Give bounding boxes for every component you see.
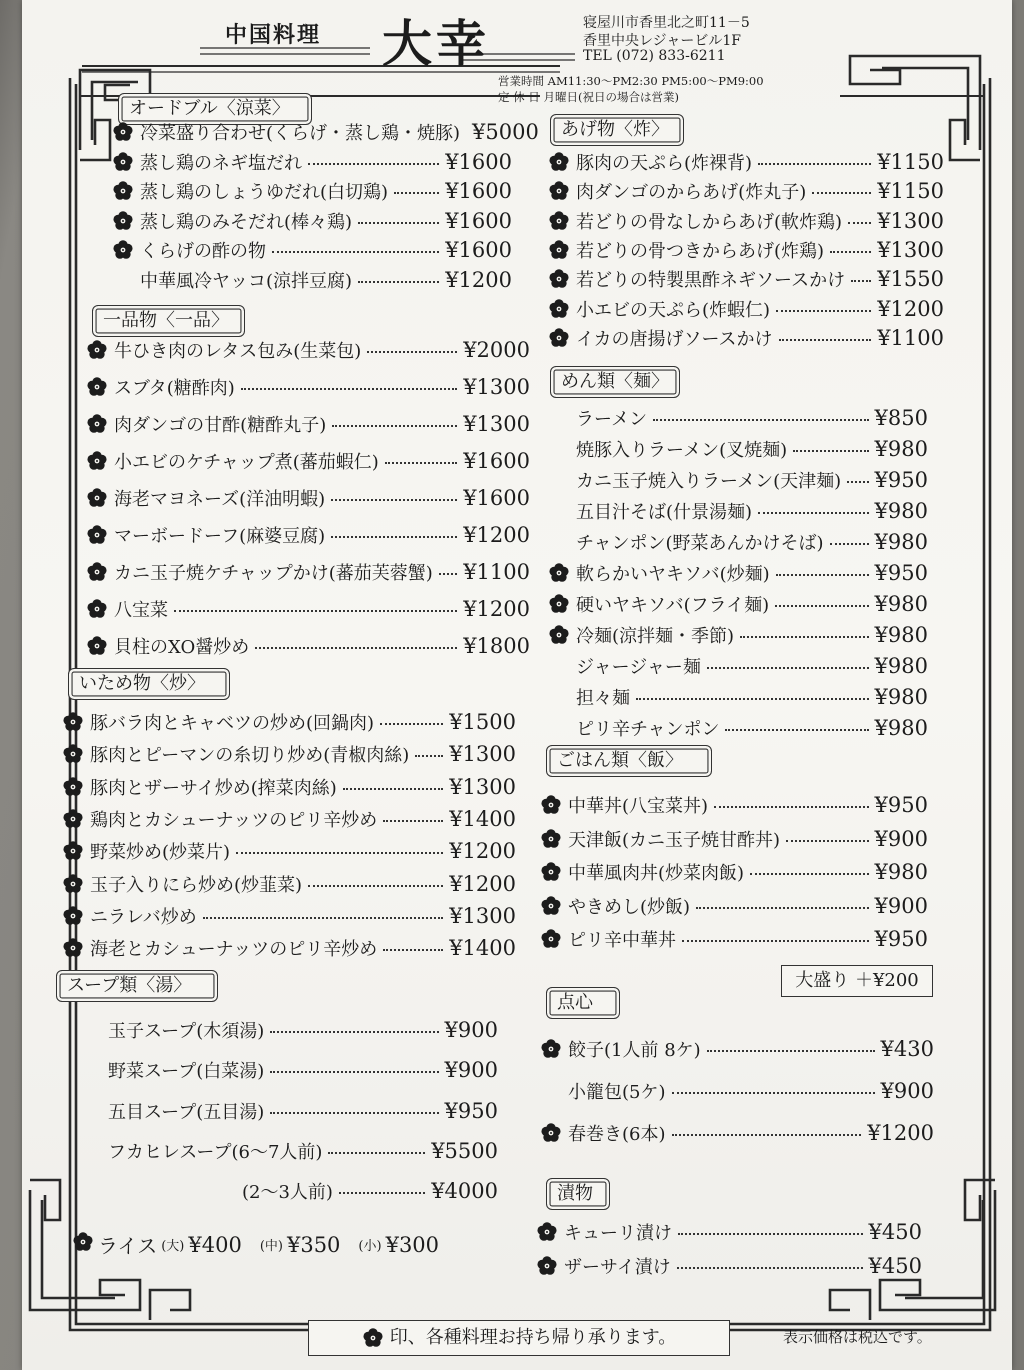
menu-item [112,147,512,177]
flower-icon [112,151,134,173]
menu-item [548,264,944,294]
item-price: ¥1200 [463,597,530,621]
flower-icon [548,562,570,584]
leader-dots [758,163,871,165]
menu-item [86,557,530,587]
item-name: 牛ひき肉のレタス包み(生菜包) [114,341,362,362]
item-name: やきめし(炒飯) [568,897,691,918]
item-name: フカヒレスープ(6〜7人前) [108,1142,323,1163]
item-name: 若どりの骨つきからあげ(炸鶏) [576,241,825,262]
item-name: 硬いヤキソバ(フライ麺) [576,595,770,616]
item-price: ¥1200 [449,839,516,863]
menu-item [80,1136,498,1166]
flower-icon [548,210,570,232]
item-name: 豚肉とピーマンの糸切り炒め(青椒肉絲) [90,745,410,766]
flower-icon [112,210,134,232]
item-name: 中華丼(八宝菜丼) [568,796,709,817]
item-name: 蒸し鶏のネギ塩だれ [140,153,302,174]
item-name: 豚バラ肉とキャベツの炒め(回鍋肉) [90,713,375,734]
menu-item [548,176,944,206]
menu-item [548,682,928,712]
item-price: ¥1400 [449,936,516,960]
item-price: ¥5500 [431,1139,498,1163]
item-name: チャンポン(野菜あんかけそば) [576,533,824,554]
flower-icon [548,151,570,173]
flower-icon [540,828,562,850]
item-price: ¥450 [868,1220,922,1244]
flower-icon [86,450,108,472]
item-name: 天津飯(カニ玉子焼甘酢丼) [568,830,781,851]
leader-dots [331,536,457,538]
item-price: ¥1800 [463,634,530,658]
item-name: ピリ辛中華丼 [568,930,676,951]
address-line-2: 香里中央レジャービル1F [583,33,741,49]
item-price: ¥1100 [463,560,530,584]
menu-item [86,409,530,439]
item-name: 担々麺 [576,688,630,709]
menu-item [548,206,944,236]
leader-dots [339,1192,425,1194]
section-title: スープ類〈湯〉 [56,970,218,1002]
flower-icon [540,895,562,917]
flower-icon [540,928,562,950]
flower-icon [540,1038,562,1060]
item-name: マーボードーフ(麻婆豆腐) [114,526,326,547]
menu-item [548,527,928,557]
item-name: 鶏肉とカシューナッツのピリ辛炒め [90,810,378,831]
section-title: 点心 [546,987,620,1019]
menu-item [62,707,516,737]
item-price: ¥980 [874,654,928,678]
flower-icon [548,180,570,202]
restaurant-subtitle: 中国料理 [225,22,322,48]
leader-dots [714,806,869,808]
menu-item [80,1015,498,1045]
leader-dots [236,852,443,854]
leader-dots [385,462,457,464]
closed-days: 定 休 日 月曜日(祝日の場合は営業) [498,90,679,104]
flower-icon [86,487,108,509]
leader-dots [308,163,439,165]
item-name: 小籠包(5ケ) [568,1082,666,1103]
leader-dots [394,192,439,194]
menu-item [540,857,928,887]
item-name: 軟らかいヤキソバ(炒麺) [576,564,770,585]
menu-item [548,713,928,743]
menu-item [548,651,928,681]
item-price: ¥430 [880,1037,934,1061]
item-name: 五目スープ(五目湯) [108,1102,265,1123]
leader-dots [786,840,869,842]
leader-dots [851,280,871,282]
item-price: ¥900 [874,894,928,918]
rice-label: ライス [98,1234,158,1258]
item-name: 小エビのケチャップ煮(蕃茄蝦仁) [114,452,379,473]
section-title: いため物〈炒〉 [68,668,230,700]
item-price: ¥1600 [445,209,512,233]
item-name: 貝柱のXO醤炒め [114,637,250,658]
menu-item [548,147,944,177]
item-price: ¥1200 [877,297,944,321]
menu-item [548,465,928,495]
flower-icon [86,376,108,398]
leader-dots [696,907,869,909]
menu-item [62,869,516,899]
menu-item [214,1176,498,1206]
leader-dots [241,388,457,390]
menu-item [540,1118,934,1148]
item-name: カニ玉子焼ケチャップかけ(蕃茄芙蓉蟹) [114,563,433,584]
item-price: ¥1300 [463,412,530,436]
item-name: (2〜3人前) [242,1182,333,1203]
menu-item [548,235,944,265]
item-name: 蒸し鶏のしょうゆだれ(白切鶏) [140,182,389,203]
item-price: ¥900 [444,1018,498,1042]
item-name: 若どりの特製黒酢ネギソースかけ [576,270,846,291]
leader-dots [848,222,871,224]
item-price: ¥900 [874,827,928,851]
leader-dots [358,222,439,224]
menu-item [62,933,516,963]
item-name: 海老とカシューナッツのピリ辛炒め [90,939,378,960]
menu-item [548,589,928,619]
leader-dots [367,351,457,353]
item-name: 焼豚入りラーメン(叉焼麺) [576,440,788,461]
leader-dots [270,1071,438,1073]
flower-icon [548,624,570,646]
item-name: 肉ダンゴのからあげ(炸丸子) [576,182,807,203]
item-name: 冷菜盛り合わせ(くらげ・蒸し鶏・焼豚) [140,123,461,144]
flower-icon [72,1231,94,1258]
menu-item [86,594,530,624]
flower-icon [112,121,134,143]
flower-icon [86,524,108,546]
leader-dots [439,573,457,575]
item-price: ¥950 [874,468,928,492]
item-name: 小エビの天ぷら(炸蝦仁) [576,300,771,321]
item-name: 中華風冷ヤッコ(涼拌豆腐) [140,271,353,292]
menu-item [548,620,928,650]
flower-icon [62,776,84,798]
menu-item [536,1217,922,1247]
leader-dots [332,425,457,427]
menu-item [62,804,516,834]
item-price: ¥1600 [463,486,530,510]
flower-icon [548,239,570,261]
leader-dots [776,310,871,312]
flower-icon [548,268,570,290]
item-price: ¥900 [444,1058,498,1082]
item-price: ¥1200 [867,1121,934,1145]
flower-icon [62,840,84,862]
leader-dots [270,1112,438,1114]
leader-dots [380,723,443,725]
leader-dots [415,755,443,757]
flower-icon [62,873,84,895]
flower-icon [536,1255,558,1277]
item-price: ¥1150 [877,150,944,174]
item-price: ¥1150 [877,179,944,203]
menu-item [112,265,512,295]
item-name: 豚肉の天ぷら(炸裸背) [576,153,753,174]
item-price: ¥980 [874,716,928,740]
leader-dots [682,940,869,942]
tax-note: 表示価格は税込です。 [783,1328,932,1346]
leader-dots [725,729,868,731]
menu-item [86,631,530,661]
flower-icon [548,327,570,349]
menu-item [86,446,530,476]
menu-item [112,235,512,265]
item-price: ¥950 [874,927,928,951]
item-price: ¥1600 [463,449,530,473]
section-title: 一品物〈一品〉 [92,305,245,337]
leader-dots [672,1092,875,1094]
menu-item [62,901,516,931]
item-price: ¥1200 [445,268,512,292]
menu-item [86,372,530,402]
item-price: ¥1200 [463,523,530,547]
flower-icon [62,711,84,733]
item-price: ¥980 [874,685,928,709]
leader-dots [672,1134,862,1136]
leader-dots [847,481,868,483]
section-title: めん類〈麺〉 [550,366,680,398]
flower-icon [62,808,84,830]
menu-item [80,1055,498,1085]
section-title: あげ物〈炸〉 [550,114,684,146]
menu-item [86,483,530,513]
item-name: カニ玉子焼入りラーメン(天津麺) [576,471,842,492]
menu-item [62,739,516,769]
leader-dots [343,788,443,790]
leader-dots [677,1267,863,1269]
item-name: ピリ辛チャンポン [576,719,720,740]
menu-item [540,891,928,921]
item-price: ¥980 [874,623,928,647]
flower-icon [86,339,108,361]
flower-icon [86,561,108,583]
menu-item [548,496,928,526]
menu-item [86,335,530,365]
menu-item [540,824,928,854]
leader-dots [779,339,872,341]
leader-dots [255,647,457,649]
item-name: イカの唐揚げソースかけ [576,329,773,350]
menu-item [62,836,516,866]
item-name: 若どりの骨なしからあげ(軟炸鶏) [576,212,843,233]
leader-dots [776,574,869,576]
takeout-notice: 印、各種料理お持ち帰り承ります。 [308,1320,730,1356]
item-price: ¥850 [874,406,928,430]
leader-dots [383,949,443,951]
flower-icon [112,180,134,202]
item-name: 野菜炒め(炒菜片) [90,842,231,863]
item-price: ¥1400 [449,807,516,831]
item-name: ザーサイ漬け [564,1257,671,1278]
leader-dots [272,251,439,253]
large-portion-box: 大盛り ＋¥200 [781,965,933,997]
item-name: 春巻き(6本) [568,1124,666,1145]
item-name: 玉子スープ(木須湯) [108,1021,265,1042]
menu-item [548,294,944,324]
item-price: ¥1100 [877,326,944,350]
menu-item [548,434,928,464]
leader-dots [308,885,443,887]
flower-icon [540,861,562,883]
leader-dots [653,419,868,421]
section-title: ごはん類〈飯〉 [546,745,712,777]
leader-dots [383,820,443,822]
item-price: ¥980 [874,530,928,554]
item-price: ¥950 [874,561,928,585]
menu-item [80,1096,498,1126]
leader-dots [775,605,868,607]
phone-number: TEL (072) 833-6211 [583,48,726,64]
item-price: ¥1550 [877,267,944,291]
flower-icon [540,1122,562,1144]
item-price: ¥1300 [449,742,516,766]
item-name: スブタ(糖酢肉) [114,378,235,399]
menu-item [62,772,516,802]
item-name: 野菜スープ(白菜湯) [108,1061,265,1082]
leader-dots [174,610,457,612]
restaurant-logo: 大幸 [382,14,490,73]
leader-dots [636,698,869,700]
item-price: ¥2000 [463,338,530,362]
menu-item [540,1034,934,1064]
item-price: ¥1600 [445,150,512,174]
item-price: ¥1300 [449,775,516,799]
menu-item [540,924,928,954]
flower-icon [536,1221,558,1243]
flower-icon [86,413,108,435]
flower-icon [548,298,570,320]
business-hours: 営業時間 AM11:30〜PM2:30 PM5:00〜PM9:00 [498,74,764,88]
item-price: ¥1300 [449,904,516,928]
leader-dots [331,499,457,501]
flower-icon [62,905,84,927]
leader-dots [358,281,439,283]
leader-dots [830,251,871,253]
address-line-1: 寝屋川市香里北之町11－5 [583,15,750,31]
item-price: ¥980 [874,499,928,523]
item-price: ¥1300 [463,375,530,399]
menu-item [548,403,928,433]
item-name: 肉ダンゴの甘酢(糖酢丸子) [114,415,327,436]
item-name: 五目汁そば(什景湯麺) [576,502,753,523]
item-name: 海老マヨネーズ(洋油明蝦) [114,489,326,510]
menu-item [86,520,530,550]
leader-dots [328,1152,425,1154]
item-price: ¥5000 [472,120,539,144]
item-name: 玉子入りにら炒め(炒韮菜) [90,875,303,896]
menu-item [112,206,512,236]
item-name: 八宝菜 [114,600,168,621]
leader-dots [758,512,869,514]
menu-item [112,176,512,206]
item-name: 蒸し鶏のみそだれ(棒々鶏) [140,212,353,233]
leader-dots [707,1050,875,1052]
item-price: ¥950 [874,793,928,817]
menu-item [540,1076,934,1106]
item-price: ¥1600 [445,238,512,262]
leader-dots [812,192,871,194]
leader-dots [203,917,443,919]
item-name: ニラレバ炒め [90,907,197,928]
item-name: 中華風肉丼(炒菜肉飯) [568,863,745,884]
item-name: 冷麺(涼拌麺・季節) [576,626,735,647]
item-name: 餃子(1人前 8ケ) [568,1040,701,1061]
menu-item [536,1251,922,1281]
flower-icon [62,743,84,765]
item-price: ¥1600 [445,179,512,203]
leader-dots [270,1031,438,1033]
item-name: 豚肉とザーサイ炒め(搾菜肉絲) [90,778,337,799]
item-price: ¥1200 [449,872,516,896]
menu-item [112,117,539,147]
leader-dots [740,636,869,638]
item-price: ¥980 [874,860,928,884]
item-name: キューリ漬け [564,1223,672,1244]
item-price: ¥900 [880,1079,934,1103]
leader-dots [830,543,869,545]
rice-row: ライス (大) ¥400 (中) ¥350 (小) ¥300 [72,1230,457,1259]
menu-item [548,558,928,588]
menu-item [548,323,944,353]
item-name: ラーメン [576,409,648,430]
item-price: ¥4000 [431,1179,498,1203]
item-price: ¥980 [874,437,928,461]
flower-icon [548,593,570,615]
item-price: ¥450 [868,1254,922,1278]
section-title: オードブル〈涼菜〉 [118,93,312,125]
flower-icon [540,794,562,816]
item-name: ジャージャー麺 [576,657,701,678]
flower-icon [62,937,84,959]
item-price: ¥1500 [449,710,516,734]
flower-icon [112,239,134,261]
item-price: ¥1300 [877,238,944,262]
leader-dots [793,450,868,452]
flower-icon [86,598,108,620]
section-title: 漬物 [546,1178,610,1210]
item-name: くらげの酢の物 [140,241,266,262]
item-price: ¥1300 [877,209,944,233]
leader-dots [750,873,869,875]
leader-dots [707,667,869,669]
item-price: ¥980 [874,592,928,616]
flower-icon [86,635,108,657]
leader-dots [678,1233,863,1235]
item-price: ¥950 [444,1099,498,1123]
menu-item [540,790,928,820]
flower-icon [362,1327,384,1349]
